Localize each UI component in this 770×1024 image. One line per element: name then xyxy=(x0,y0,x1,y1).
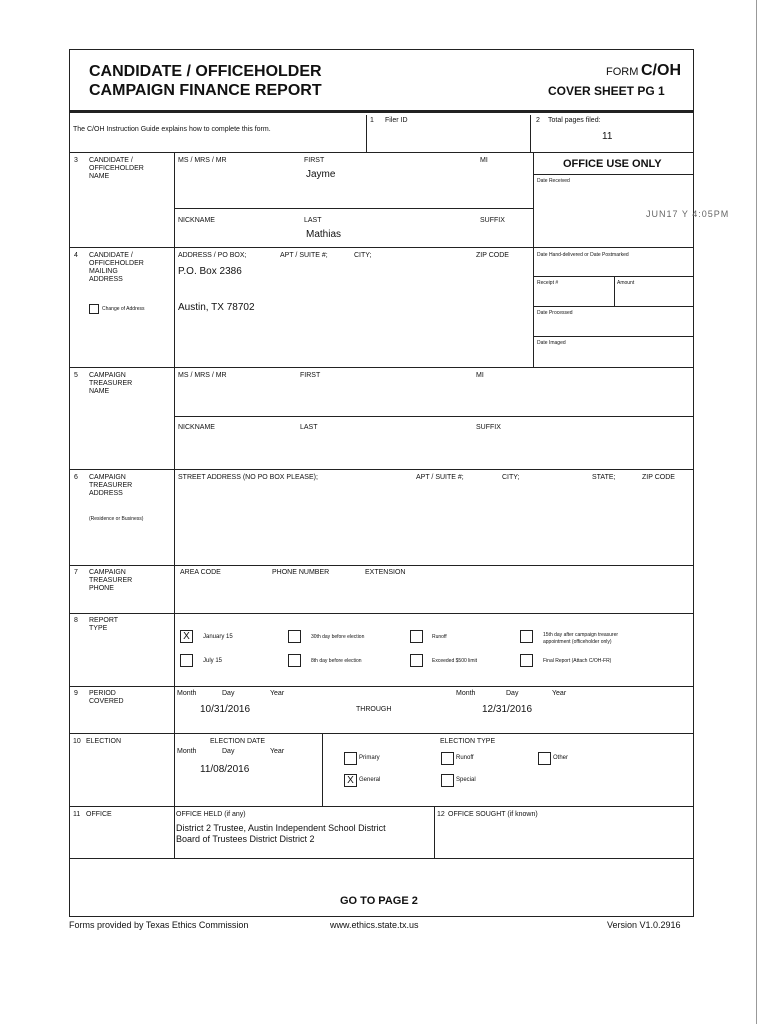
general-label: General xyxy=(359,777,381,783)
apt-label: APT / SUITE #; xyxy=(280,252,328,259)
to-month-label: Month xyxy=(456,690,476,697)
total-pages-label: Total pages filed: xyxy=(548,117,601,124)
amount-label: Amount xyxy=(617,280,635,286)
section4-label-3: MAILING xyxy=(89,268,118,275)
receipt-label: Receipt # xyxy=(537,280,559,286)
area-code-label: AREA CODE xyxy=(180,569,221,576)
filer-id-label: Filer ID xyxy=(385,117,408,124)
row-divider xyxy=(69,367,694,368)
section5-label-1: CAMPAIGN xyxy=(89,372,126,379)
election-day-label: Day xyxy=(222,748,235,755)
mailing-address-line2[interactable]: Austin, TX 78702 xyxy=(178,302,255,313)
website[interactable]: www.ethics.state.tx.us xyxy=(330,920,419,930)
section11-label: OFFICE xyxy=(86,811,112,818)
form-title-line1: CANDIDATE / OFFICEHOLDER xyxy=(89,63,322,80)
from-day-label: Day xyxy=(222,690,235,697)
cover-sheet-label: COVER SHEET PG 1 xyxy=(548,84,665,98)
street-address-label: STREET ADDRESS (NO PO BOX PLEASE); xyxy=(178,474,318,481)
section7-label-3: PHONE xyxy=(89,585,114,592)
divider xyxy=(366,115,367,152)
office-use-title: OFFICE USE ONLY xyxy=(563,158,662,170)
row-divider xyxy=(69,469,694,470)
to-year-label: Year xyxy=(552,690,567,697)
treasurer-ms-label: MS / MRS / MR xyxy=(178,372,227,379)
office-use-divider xyxy=(533,152,534,367)
section8-label-1: REPORT xyxy=(89,617,119,624)
treasurer-apt-label: APT / SUITE #; xyxy=(416,474,464,481)
section8-label-2: TYPE xyxy=(89,625,108,632)
section4-num: 4 xyxy=(74,252,78,259)
section10-num: 10 xyxy=(73,738,81,745)
change-of-address-label: Change of Address xyxy=(102,306,145,312)
row-divider xyxy=(69,152,694,153)
section4-label-1: CANDIDATE / xyxy=(89,252,133,259)
election-date-value[interactable]: 11/08/2016 xyxy=(200,764,250,775)
filer-id-field[interactable] xyxy=(380,128,530,148)
other-label: Other xyxy=(553,755,569,761)
section9-label-1: PERIOD xyxy=(89,690,116,697)
section5-label-3: NAME xyxy=(89,388,110,395)
form-code: C/OH xyxy=(641,62,681,79)
office-sought-label: OFFICE SOUGHT (if known) xyxy=(448,811,538,818)
election-year-label: Year xyxy=(270,748,285,755)
special-label: Special xyxy=(456,777,476,783)
last-name-value[interactable]: Mathias xyxy=(306,229,342,240)
row-divider xyxy=(69,565,694,566)
section6-num: 6 xyxy=(74,474,78,481)
runoff-report-checkbox[interactable] xyxy=(410,630,423,643)
label-column-divider xyxy=(174,152,175,858)
header-divider xyxy=(69,110,694,113)
section8-num: 8 xyxy=(74,617,78,624)
8th-day-label: 8th day before election xyxy=(311,658,362,664)
treasurer-nickname-label: NICKNAME xyxy=(178,424,215,431)
section7-label-1: CAMPAIGN xyxy=(89,569,126,576)
office-held-line1[interactable]: District 2 Trustee, Austin Independent School District xyxy=(176,823,386,833)
mi-label: MI xyxy=(480,157,488,164)
period-from-value[interactable]: 10/31/2016 xyxy=(200,704,251,715)
section9-num: 9 xyxy=(74,690,78,697)
general-checkbox[interactable]: X xyxy=(344,774,357,787)
section5-num: 5 xyxy=(74,372,78,379)
section11-num: 11 xyxy=(73,811,81,818)
15th-day-checkbox[interactable] xyxy=(520,630,533,643)
runoff-election-label: Runoff xyxy=(456,755,474,761)
through-label: THROUGH xyxy=(356,706,392,713)
special-checkbox[interactable] xyxy=(441,774,454,787)
election-type-label: ELECTION TYPE xyxy=(440,738,496,745)
section4-label-2: OFFICEHOLDER xyxy=(89,260,144,267)
30th-day-label: 30th day before election xyxy=(311,634,365,640)
treasurer-city-label: CITY; xyxy=(502,474,520,481)
primary-checkbox[interactable] xyxy=(344,752,357,765)
city-label: CITY; xyxy=(354,252,372,259)
runoff-report-label: Runoff xyxy=(432,634,447,640)
extension-label: EXTENSION xyxy=(365,569,406,576)
section6-label-2: TREASURER xyxy=(89,482,133,489)
january-15-label: January 15 xyxy=(203,634,233,640)
section6-label-1: CAMPAIGN xyxy=(89,474,126,481)
office-divider xyxy=(434,806,435,858)
30th-day-checkbox[interactable] xyxy=(288,630,301,643)
office-held-label: OFFICE HELD (if any) xyxy=(176,811,246,818)
section3-num: 3 xyxy=(74,157,78,164)
row-divider xyxy=(69,733,694,734)
period-to-value[interactable]: 12/31/2016 xyxy=(482,704,533,715)
received-stamp: JUN17 Y 4:05PM xyxy=(646,209,730,219)
office-use-divider xyxy=(534,247,694,248)
section3-label-3: NAME xyxy=(89,173,110,180)
treasurer-state-label: STATE; xyxy=(592,474,616,481)
date-received-label: Date Received xyxy=(537,178,570,184)
section7-num: 7 xyxy=(74,569,78,576)
exceeded-limit-checkbox[interactable] xyxy=(410,654,423,667)
election-date-label: ELECTION DATE xyxy=(210,738,266,745)
office-use-divider xyxy=(534,174,694,175)
final-report-checkbox[interactable] xyxy=(520,654,533,667)
total-pages-value[interactable]: 11 xyxy=(602,131,613,142)
january-15-checkbox[interactable]: X xyxy=(180,630,193,643)
date-imaged-label: Date Imaged xyxy=(537,340,566,346)
phone-number-label: PHONE NUMBER xyxy=(272,569,330,576)
section12-num: 12 xyxy=(437,811,445,818)
forms-provided-by: Forms provided by Texas Ethics Commission xyxy=(69,920,249,930)
office-use-divider xyxy=(614,276,615,306)
form-frame xyxy=(69,49,694,917)
date-hand-delivered-label: Date Hand-delivered or Date Postmarked xyxy=(537,252,629,258)
row-divider xyxy=(69,613,694,614)
nickname-label: NICKNAME xyxy=(178,217,215,224)
runoff-election-checkbox[interactable] xyxy=(441,752,454,765)
row-divider xyxy=(69,686,694,687)
address-label: ADDRESS / PO BOX; xyxy=(178,252,247,259)
section7-label-2: TREASURER xyxy=(89,577,133,584)
residence-or-business: (Residence or Business) xyxy=(89,516,144,522)
filer-id-num: 1 xyxy=(370,117,374,124)
scan-edge xyxy=(756,0,757,1024)
treasurer-first-label: FIRST xyxy=(300,372,321,379)
section6-label-3: ADDRESS xyxy=(89,490,123,497)
change-of-address-checkbox[interactable] xyxy=(89,304,99,314)
total-pages-num: 2 xyxy=(536,117,540,124)
mailing-address-line1[interactable]: P.O. Box 2386 xyxy=(178,266,242,277)
last-name-label: LAST xyxy=(304,217,322,224)
row-divider xyxy=(69,806,694,807)
instruction-text: The C/OH Instruction Guide explains how to complete this form. xyxy=(73,126,271,133)
suffix-label: SUFFIX xyxy=(480,217,505,224)
zip-label: ZIP CODE xyxy=(476,252,509,259)
section5-label-2: TREASURER xyxy=(89,380,133,387)
primary-label: Primary xyxy=(359,755,380,761)
15th-day-label-1: 15th day after campaign treasurer xyxy=(543,632,619,638)
treasurer-zip-label: ZIP CODE xyxy=(642,474,675,481)
section9-label-2: COVERED xyxy=(89,698,124,705)
treasurer-mi-label: MI xyxy=(476,372,484,379)
go-to-page-2: GO TO PAGE 2 xyxy=(340,895,418,907)
other-checkbox[interactable] xyxy=(538,752,551,765)
ms-mrs-mr-label: MS / MRS / MR xyxy=(178,157,227,164)
form-prefix: FORM xyxy=(606,66,639,78)
office-use-divider xyxy=(534,336,694,337)
version: Version V1.0.2916 xyxy=(607,920,681,930)
section3-label-1: CANDIDATE / xyxy=(89,157,133,164)
name-divider xyxy=(175,208,534,209)
form-title-line2: CAMPAIGN FINANCE REPORT xyxy=(89,82,322,99)
treasurer-last-label: LAST xyxy=(300,424,318,431)
section3-label-2: OFFICEHOLDER xyxy=(89,165,144,172)
exceeded-limit-label: Exceeded $500 limit xyxy=(432,658,478,664)
treasurer-name-divider xyxy=(175,416,694,417)
election-month-label: Month xyxy=(177,748,197,755)
row-divider xyxy=(69,858,694,859)
office-use-divider xyxy=(534,306,694,307)
july-15-checkbox[interactable] xyxy=(180,654,193,667)
row-divider xyxy=(69,247,534,248)
first-name-value[interactable]: Jayme xyxy=(306,169,336,180)
8th-day-checkbox[interactable] xyxy=(288,654,301,667)
first-name-label: FIRST xyxy=(304,157,325,164)
15th-day-label-2: appointment (officeholder only) xyxy=(543,639,612,645)
july-15-label: July 15 xyxy=(203,658,223,664)
office-held-line2[interactable]: Board of Trustees District District 2 xyxy=(176,834,315,844)
treasurer-suffix-label: SUFFIX xyxy=(476,424,501,431)
section4-label-4: ADDRESS xyxy=(89,276,123,283)
final-report-label: Final Report (Attach C/OH-FR) xyxy=(543,658,612,664)
to-day-label: Day xyxy=(506,690,519,697)
election-divider xyxy=(322,733,323,806)
date-processed-label: Date Processed xyxy=(537,310,573,316)
from-month-label: Month xyxy=(177,690,197,697)
from-year-label: Year xyxy=(270,690,285,697)
section10-label: ELECTION xyxy=(86,738,122,745)
divider xyxy=(530,115,531,152)
